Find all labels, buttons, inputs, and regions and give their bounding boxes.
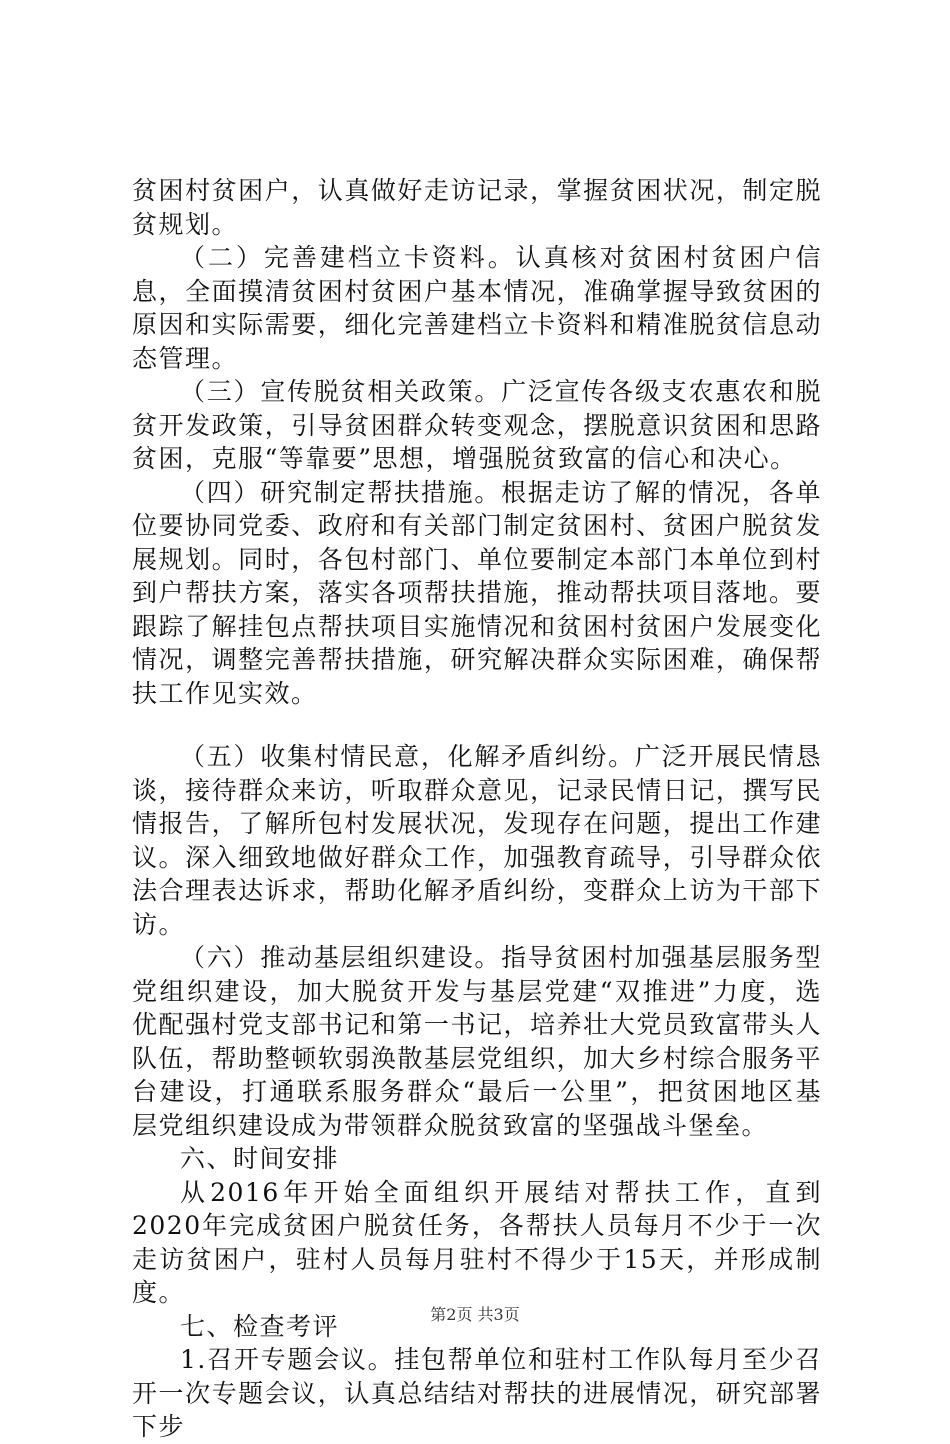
section-heading-inspection: 七、检查考评 bbox=[180, 1311, 340, 1341]
page-number-footer: 第2页 共3页 bbox=[430, 1305, 520, 1324]
paragraph-schedule: 从2016年开始全面组织开展结对帮扶工作，直到2020年完成贫困户脱贫任务，各帮扶人员每月不少于一次走访贫困户，驻村人员每月驻村不得少于15天，并形成制度。 bbox=[132, 1177, 822, 1307]
paragraph-item-4: （四）研究制定帮扶措施。根据走访了解的情况，各单位要协同党委、政府和有关部门制定贫困村、贫困户脱贫发展规划。同时，各包村部门、单位要制定本部门本单位到村到户帮扶方案，落实各项帮扶措施，推动帮扶项目落地。要跟踪了解挂包点帮扶项目实施情况和贫困村贫困户发展变化情况，调整完善帮扶措施，研究解决群众实际困难，确保帮扶工作见实效。 bbox=[132, 477, 822, 708]
paragraph-item-3: （三）宣传脱贫相关政策。广泛宣传各级支农惠农和脱贫开发政策，引导贫困群众转变观念，摆脱意识贫困和思路贫困，克服“等靠要”思想，增强脱贫致富的信心和决心。 bbox=[132, 377, 822, 473]
paragraph-item-2: （二）完善建档立卡资料。认真核对贫困村贫困户信息，全面摸清贫困村贫困户基本情况，准确掌握导致贫困的原因和实际需要，细化完善建档立卡资料和精准脱贫信息动态管理。 bbox=[132, 243, 822, 373]
section-heading-schedule: 六、时间安排 bbox=[180, 1144, 340, 1173]
paragraph-spacer bbox=[132, 710, 822, 740]
document-body bbox=[132, 174, 822, 1444]
paragraph-item-6: （六）推动基层组织建设。指导贫困村加强基层服务型党组织建设，加大脱贫开发与基层党建“双推进”力度，选优配强村党支部书记和第一书记，培养壮大党员致富带头人队伍，帮助整顿软弱涣散基层党组织，加大乡村综合服务平台建设，打通联系服务群众“最后一公里”，把贫困地区基层党组织建设成为带领群众脱贫致富的坚强战斗堡垒。 bbox=[132, 943, 822, 1140]
paragraph-continuation: 贫困村贫困户，认真做好走访记录，掌握贫困状况，制定脱贫规划。 bbox=[132, 176, 822, 239]
paragraph-inspection-1: 1.召开专题会议。挂包帮单位和驻村工作队每月至少召开一次专题会议，认真总结结对帮扶的进展情况，研究部署下步 bbox=[132, 1345, 822, 1441]
paragraph-item-5: （五）收集村情民意，化解矛盾纠纷。广泛开展民情恳谈，接待群众来访，听取群众意见，记录民情日记，撰写民情报告，了解所包村发展状况，发现存在问题，提出工作建议。深入细致地做好群众工作，加强教育疏导，引导群众依法合理表达诉求，帮助化解矛盾纠纷，变群众上访为干部下访。 bbox=[132, 742, 822, 939]
